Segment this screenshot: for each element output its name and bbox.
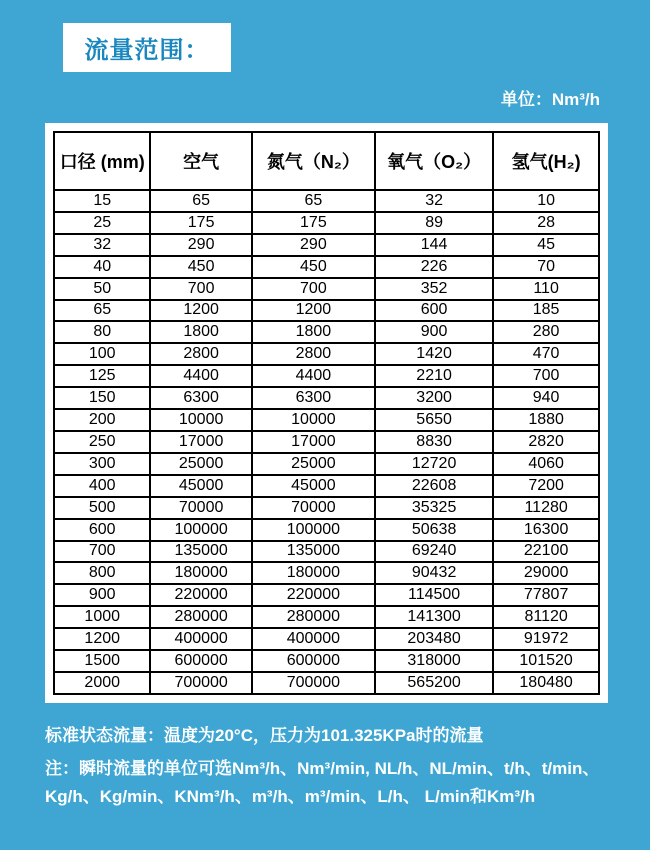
unit-label: 单位：Nm³/h (500, 90, 600, 109)
table-body (54, 190, 599, 694)
table-cell: 175 (252, 212, 375, 234)
table-cell: 1200 (54, 628, 150, 650)
table-cell: 100 (54, 343, 150, 365)
column-header: 氧气（O₂） (375, 132, 493, 190)
table-cell: 220000 (252, 584, 375, 606)
table-cell: 7200 (493, 475, 599, 497)
table-cell: 12720 (375, 453, 493, 475)
table-cell: 226 (375, 256, 493, 278)
page-title: 流量范围： (84, 37, 210, 64)
table-cell: 600 (375, 300, 493, 322)
table-cell: 900 (54, 584, 150, 606)
table-cell: 50 (54, 278, 150, 300)
table-cell: 1800 (150, 321, 251, 343)
table-row (54, 606, 599, 628)
table-cell: 4400 (150, 365, 251, 387)
table-row (54, 409, 599, 431)
table-cell: 5650 (375, 409, 493, 431)
table-cell: 25 (54, 212, 150, 234)
table-cell: 700000 (252, 672, 375, 694)
table-panel (45, 123, 608, 703)
note-units-line1: 注：瞬时流量的单位可选Nm³/h、Nm³/min, NL/h、NL/min、t/h、t/min、 (45, 759, 600, 778)
table-cell: 25000 (252, 453, 375, 475)
table-cell: 700 (493, 365, 599, 387)
table-cell: 940 (493, 387, 599, 409)
title-badge (63, 23, 231, 72)
table-cell: 144 (375, 234, 493, 256)
table-cell: 318000 (375, 650, 493, 672)
table-cell: 17000 (252, 431, 375, 453)
table-cell: 280000 (150, 606, 251, 628)
table-cell: 203480 (375, 628, 493, 650)
table-cell: 700 (252, 278, 375, 300)
table-cell: 32 (54, 234, 150, 256)
table-row (54, 300, 599, 322)
table-cell: 280000 (252, 606, 375, 628)
table-row (54, 190, 599, 212)
table-cell: 11280 (493, 497, 599, 519)
table-cell: 65 (150, 190, 251, 212)
table-cell: 100000 (252, 519, 375, 541)
note-standard-flow: 标准状态流量：温度为20°C，压力为101.325KPa时的流量 (45, 726, 484, 745)
table-row (54, 628, 599, 650)
table-cell: 565200 (375, 672, 493, 694)
table-cell: 10000 (150, 409, 251, 431)
table-row (54, 453, 599, 475)
table-row (54, 650, 599, 672)
table-cell: 700000 (150, 672, 251, 694)
table-cell: 600000 (150, 650, 251, 672)
table-cell: 700 (54, 541, 150, 563)
table-cell: 29000 (493, 562, 599, 584)
table-cell: 4400 (252, 365, 375, 387)
table-cell: 352 (375, 278, 493, 300)
table-cell: 1420 (375, 343, 493, 365)
table-cell: 15 (54, 190, 150, 212)
note-units-line2: Kg/h、Kg/min、KNm³/h、m³/h、m³/min、L/h、 L/min和Km³/h (45, 787, 536, 806)
table-cell: 290 (150, 234, 251, 256)
table-cell: 45000 (150, 475, 251, 497)
table-cell: 175 (150, 212, 251, 234)
table-cell: 280 (493, 321, 599, 343)
table-cell: 2800 (252, 343, 375, 365)
notes-block (45, 722, 630, 811)
table-cell: 400 (54, 475, 150, 497)
table-row (54, 541, 599, 563)
table-cell: 300 (54, 453, 150, 475)
table-cell: 89 (375, 212, 493, 234)
table-cell: 40 (54, 256, 150, 278)
table-cell: 4060 (493, 453, 599, 475)
table-cell: 6300 (150, 387, 251, 409)
table-cell: 17000 (150, 431, 251, 453)
table-cell: 70 (493, 256, 599, 278)
table-cell: 200 (54, 409, 150, 431)
table-cell: 81120 (493, 606, 599, 628)
column-header: 氮气（N₂） (252, 132, 375, 190)
table-cell: 3200 (375, 387, 493, 409)
table-cell: 800 (54, 562, 150, 584)
table-cell: 150 (54, 387, 150, 409)
table-cell: 250 (54, 431, 150, 453)
table-cell: 8830 (375, 431, 493, 453)
table-cell: 135000 (252, 541, 375, 563)
table-cell: 114500 (375, 584, 493, 606)
table-row (54, 365, 599, 387)
table-cell: 600000 (252, 650, 375, 672)
table-cell: 80 (54, 321, 150, 343)
table-cell: 180000 (150, 562, 251, 584)
table-cell: 100000 (150, 519, 251, 541)
table-cell: 45 (493, 234, 599, 256)
table-cell: 16300 (493, 519, 599, 541)
table-row (54, 584, 599, 606)
table-cell: 700 (150, 278, 251, 300)
table-cell: 2820 (493, 431, 599, 453)
table-row (54, 562, 599, 584)
table-cell: 70000 (150, 497, 251, 519)
table-cell: 500 (54, 497, 150, 519)
table-row (54, 343, 599, 365)
table-row (54, 387, 599, 409)
table-cell: 450 (150, 256, 251, 278)
table-cell: 25000 (150, 453, 251, 475)
table-cell: 470 (493, 343, 599, 365)
table-cell: 2000 (54, 672, 150, 694)
table-cell: 900 (375, 321, 493, 343)
table-cell: 125 (54, 365, 150, 387)
table-cell: 1880 (493, 409, 599, 431)
table-cell: 65 (54, 300, 150, 322)
table-cell: 180480 (493, 672, 599, 694)
table-cell: 400000 (252, 628, 375, 650)
table-row (54, 278, 599, 300)
table-cell: 2210 (375, 365, 493, 387)
table-cell: 180000 (252, 562, 375, 584)
table-cell: 450 (252, 256, 375, 278)
table-cell: 400000 (150, 628, 251, 650)
table-cell: 22608 (375, 475, 493, 497)
table-cell: 185 (493, 300, 599, 322)
column-header: 空气 (150, 132, 251, 190)
table-cell: 22100 (493, 541, 599, 563)
table-row (54, 321, 599, 343)
table-cell: 90432 (375, 562, 493, 584)
table-cell: 600 (54, 519, 150, 541)
table-cell: 70000 (252, 497, 375, 519)
header-row (54, 132, 599, 190)
table-cell: 1200 (150, 300, 251, 322)
table-cell: 10 (493, 190, 599, 212)
table-cell: 28 (493, 212, 599, 234)
table-row (54, 475, 599, 497)
table-cell: 110 (493, 278, 599, 300)
table-cell: 1800 (252, 321, 375, 343)
table-cell: 6300 (252, 387, 375, 409)
table-row (54, 519, 599, 541)
table-cell: 1500 (54, 650, 150, 672)
table-cell: 141300 (375, 606, 493, 628)
table-cell: 35325 (375, 497, 493, 519)
table-cell: 45000 (252, 475, 375, 497)
table-cell: 1000 (54, 606, 150, 628)
table-cell: 65 (252, 190, 375, 212)
table-row (54, 431, 599, 453)
table-cell: 77807 (493, 584, 599, 606)
table-row (54, 212, 599, 234)
table-cell: 135000 (150, 541, 251, 563)
table-row (54, 672, 599, 694)
table-cell: 2800 (150, 343, 251, 365)
table-cell: 10000 (252, 409, 375, 431)
flow-table (53, 131, 600, 695)
table-cell: 50638 (375, 519, 493, 541)
column-header: 氢气(H₂) (493, 132, 599, 190)
table-cell: 32 (375, 190, 493, 212)
table-row (54, 234, 599, 256)
table-cell: 69240 (375, 541, 493, 563)
table-row (54, 256, 599, 278)
table-cell: 220000 (150, 584, 251, 606)
column-header: 口径 (mm) (54, 132, 150, 190)
table-row (54, 497, 599, 519)
table-cell: 91972 (493, 628, 599, 650)
table-cell: 1200 (252, 300, 375, 322)
table-cell: 290 (252, 234, 375, 256)
table-cell: 101520 (493, 650, 599, 672)
